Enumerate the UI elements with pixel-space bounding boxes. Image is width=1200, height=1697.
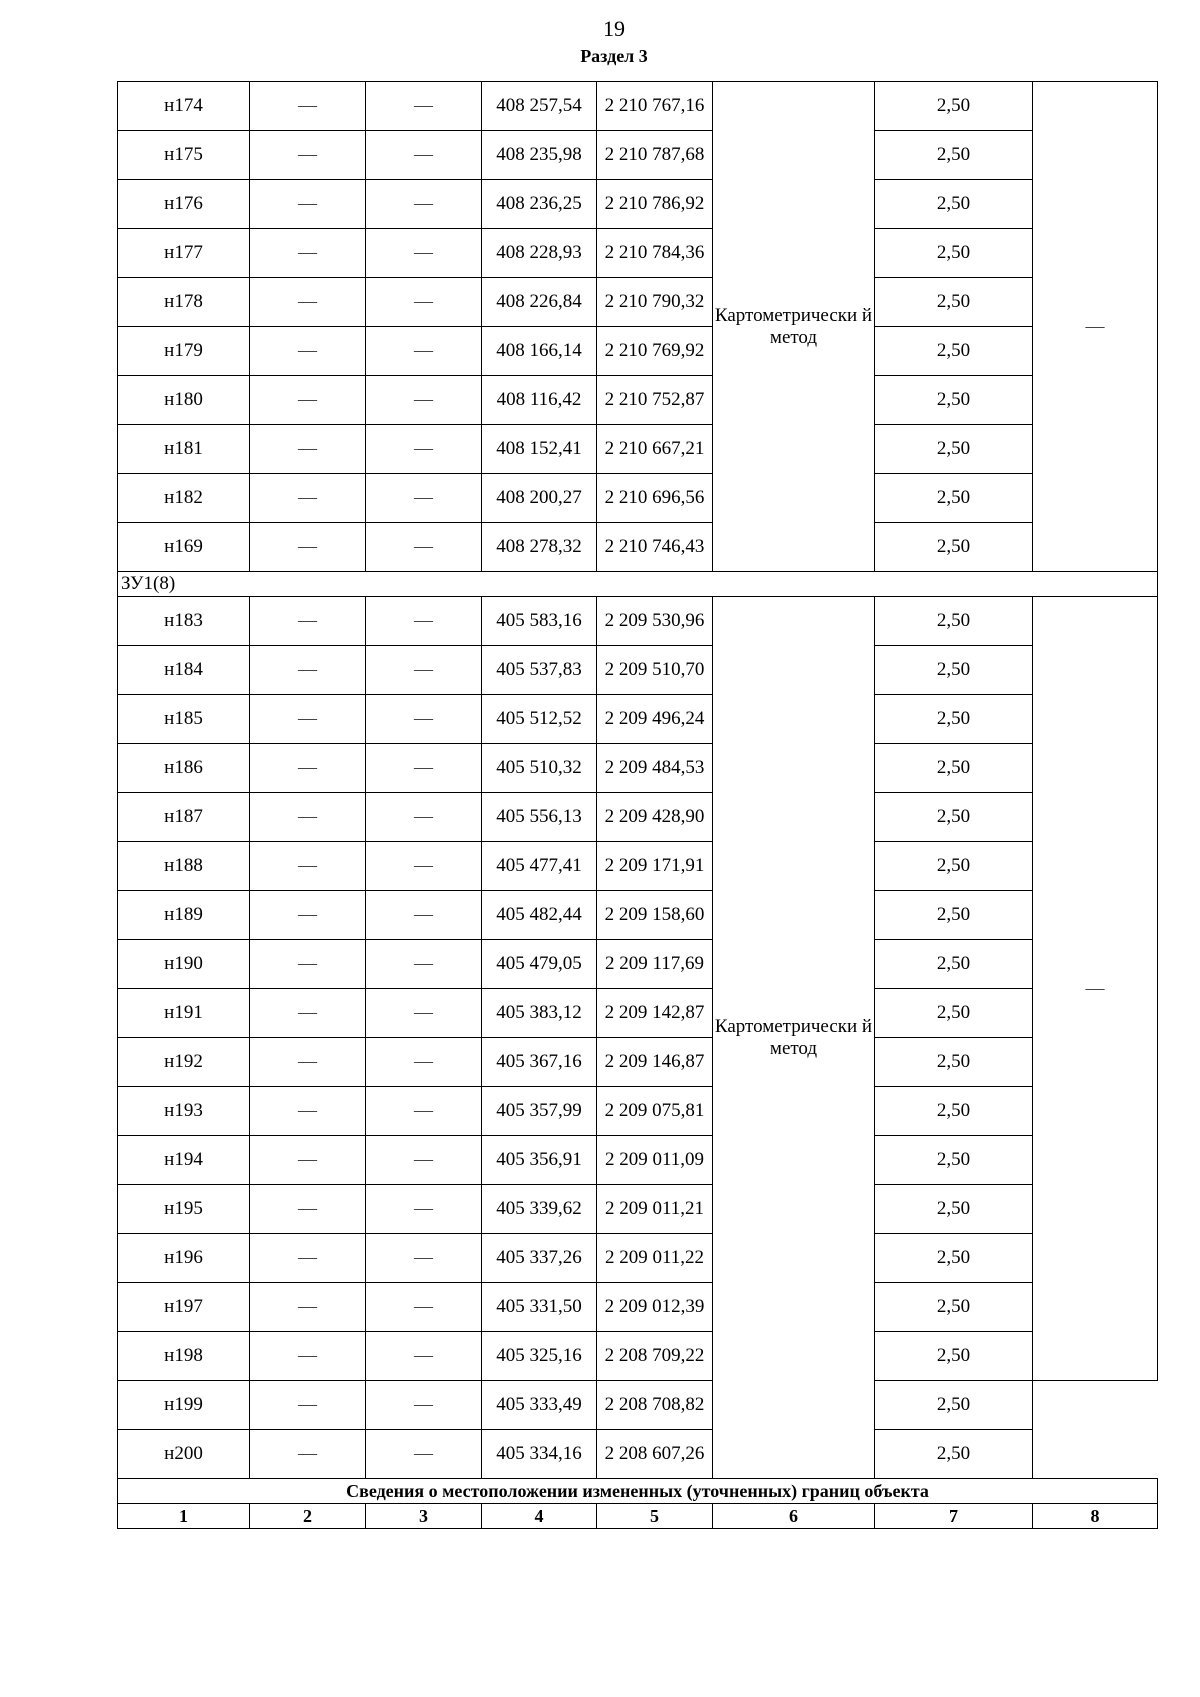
x-coordinate-cell: 405 339,62 bbox=[482, 1185, 597, 1234]
column-3-cell: — bbox=[366, 891, 482, 940]
accuracy-cell: 2,50 bbox=[875, 425, 1033, 474]
x-coordinate-cell: 405 479,05 bbox=[482, 940, 597, 989]
table-row bbox=[118, 425, 1158, 474]
column-number-cell: 1 bbox=[118, 1504, 250, 1529]
table-row bbox=[118, 229, 1158, 278]
column-number-cell: 3 bbox=[366, 1504, 482, 1529]
point-name-cell: н198 bbox=[118, 1332, 250, 1381]
column-2-cell: — bbox=[250, 1087, 366, 1136]
x-coordinate-cell: 405 583,16 bbox=[482, 597, 597, 646]
accuracy-cell: 2,50 bbox=[875, 793, 1033, 842]
column-3-cell: — bbox=[366, 793, 482, 842]
accuracy-cell: 2,50 bbox=[875, 744, 1033, 793]
accuracy-cell: 2,50 bbox=[875, 646, 1033, 695]
y-coordinate-cell: 2 209 510,70 bbox=[597, 646, 713, 695]
x-coordinate-cell: 405 477,41 bbox=[482, 842, 597, 891]
x-coordinate-cell: 408 200,27 bbox=[482, 474, 597, 523]
column-3-cell: — bbox=[366, 1234, 482, 1283]
x-coordinate-cell: 408 226,84 bbox=[482, 278, 597, 327]
y-coordinate-cell: 2 208 708,82 bbox=[597, 1381, 713, 1430]
column-2-cell: — bbox=[250, 793, 366, 842]
x-coordinate-cell: 408 166,14 bbox=[482, 327, 597, 376]
column-2-cell: — bbox=[250, 1430, 366, 1479]
column-3-cell: — bbox=[366, 1381, 482, 1430]
accuracy-cell: 2,50 bbox=[875, 940, 1033, 989]
column-2-cell: — bbox=[250, 1038, 366, 1087]
table-row bbox=[118, 793, 1158, 842]
column-2-cell: — bbox=[250, 229, 366, 278]
accuracy-cell: 2,50 bbox=[875, 1136, 1033, 1185]
x-coordinate-cell: 405 482,44 bbox=[482, 891, 597, 940]
table-row bbox=[118, 82, 1158, 131]
column-2-cell: — bbox=[250, 1185, 366, 1234]
accuracy-cell: 2,50 bbox=[875, 376, 1033, 425]
page-number: 19 bbox=[603, 16, 625, 41]
point-name-cell: н174 bbox=[118, 82, 250, 131]
empty-note-cell bbox=[1033, 1381, 1158, 1430]
accuracy-cell: 2,50 bbox=[875, 1381, 1033, 1430]
table-row bbox=[118, 376, 1158, 425]
y-coordinate-cell: 2 209 496,24 bbox=[597, 695, 713, 744]
table-row bbox=[118, 474, 1158, 523]
y-coordinate-cell: 2 210 752,87 bbox=[597, 376, 713, 425]
x-coordinate-cell: 405 537,83 bbox=[482, 646, 597, 695]
column-number-cell: 4 bbox=[482, 1504, 597, 1529]
y-coordinate-cell: 2 209 484,53 bbox=[597, 744, 713, 793]
y-coordinate-cell: 2 209 171,91 bbox=[597, 842, 713, 891]
column-3-cell: — bbox=[366, 1185, 482, 1234]
y-coordinate-cell: 2 209 011,21 bbox=[597, 1185, 713, 1234]
empty-note-cell bbox=[1033, 1430, 1158, 1479]
table-row bbox=[118, 1332, 1158, 1381]
column-2-cell: — bbox=[250, 597, 366, 646]
accuracy-cell: 2,50 bbox=[875, 1332, 1033, 1381]
caption-row bbox=[118, 1479, 1158, 1504]
column-3-cell: — bbox=[366, 180, 482, 229]
accuracy-cell: 2,50 bbox=[875, 1283, 1033, 1332]
y-coordinate-cell: 2 209 117,69 bbox=[597, 940, 713, 989]
point-name-cell: н185 bbox=[118, 695, 250, 744]
y-coordinate-cell: 2 209 146,87 bbox=[597, 1038, 713, 1087]
column-2-cell: — bbox=[250, 842, 366, 891]
accuracy-cell: 2,50 bbox=[875, 842, 1033, 891]
note-cell: — bbox=[1033, 82, 1158, 572]
accuracy-cell: 2,50 bbox=[875, 597, 1033, 646]
y-coordinate-cell: 2 210 786,92 bbox=[597, 180, 713, 229]
column-2-cell: — bbox=[250, 1283, 366, 1332]
point-name-cell: н188 bbox=[118, 842, 250, 891]
column-3-cell: — bbox=[366, 1038, 482, 1087]
table-row bbox=[118, 1087, 1158, 1136]
column-2-cell: — bbox=[250, 82, 366, 131]
column-3-cell: — bbox=[366, 131, 482, 180]
x-coordinate-cell: 408 278,32 bbox=[482, 523, 597, 572]
x-coordinate-cell: 405 383,12 bbox=[482, 989, 597, 1038]
point-name-cell: н177 bbox=[118, 229, 250, 278]
column-3-cell: — bbox=[366, 278, 482, 327]
column-3-cell: — bbox=[366, 327, 482, 376]
point-name-cell: н195 bbox=[118, 1185, 250, 1234]
accuracy-cell: 2,50 bbox=[875, 891, 1033, 940]
y-coordinate-cell: 2 209 075,81 bbox=[597, 1087, 713, 1136]
group-label-row bbox=[118, 572, 1158, 597]
table-row bbox=[118, 327, 1158, 376]
column-2-cell: — bbox=[250, 989, 366, 1038]
column-2-cell: — bbox=[250, 180, 366, 229]
column-3-cell: — bbox=[366, 1430, 482, 1479]
column-2-cell: — bbox=[250, 940, 366, 989]
y-coordinate-cell: 2 209 428,90 bbox=[597, 793, 713, 842]
column-3-cell: — bbox=[366, 425, 482, 474]
point-name-cell: н187 bbox=[118, 793, 250, 842]
point-name-cell: н183 bbox=[118, 597, 250, 646]
column-2-cell: — bbox=[250, 278, 366, 327]
point-name-cell: н199 bbox=[118, 1381, 250, 1430]
column-number-cell: 2 bbox=[250, 1504, 366, 1529]
column-2-cell: — bbox=[250, 425, 366, 474]
y-coordinate-cell: 2 210 790,32 bbox=[597, 278, 713, 327]
point-name-cell: н200 bbox=[118, 1430, 250, 1479]
point-name-cell: н184 bbox=[118, 646, 250, 695]
point-name-cell: н190 bbox=[118, 940, 250, 989]
note-cell: — bbox=[1033, 597, 1158, 1381]
column-2-cell: — bbox=[250, 891, 366, 940]
column-3-cell: — bbox=[366, 82, 482, 131]
column-2-cell: — bbox=[250, 1234, 366, 1283]
point-name-cell: н186 bbox=[118, 744, 250, 793]
accuracy-cell: 2,50 bbox=[875, 82, 1033, 131]
y-coordinate-cell: 2 210 787,68 bbox=[597, 131, 713, 180]
table-row bbox=[118, 744, 1158, 793]
x-coordinate-cell: 408 236,25 bbox=[482, 180, 597, 229]
y-coordinate-cell: 2 210 784,36 bbox=[597, 229, 713, 278]
accuracy-cell: 2,50 bbox=[875, 229, 1033, 278]
table-row bbox=[118, 646, 1158, 695]
table-row bbox=[118, 278, 1158, 327]
column-3-cell: — bbox=[366, 229, 482, 278]
column-3-cell: — bbox=[366, 1087, 482, 1136]
point-name-cell: н191 bbox=[118, 989, 250, 1038]
column-2-cell: — bbox=[250, 474, 366, 523]
x-coordinate-cell: 408 257,54 bbox=[482, 82, 597, 131]
table-row bbox=[118, 131, 1158, 180]
table-row bbox=[118, 523, 1158, 572]
table-row bbox=[118, 940, 1158, 989]
column-3-cell: — bbox=[366, 1283, 482, 1332]
table-row bbox=[118, 1283, 1158, 1332]
y-coordinate-cell: 2 208 607,26 bbox=[597, 1430, 713, 1479]
x-coordinate-cell: 408 116,42 bbox=[482, 376, 597, 425]
point-name-cell: н189 bbox=[118, 891, 250, 940]
table-row bbox=[118, 1185, 1158, 1234]
table-row bbox=[118, 891, 1158, 940]
caption-cell: Сведения о местоположении измененных (уточненных) границ объекта bbox=[118, 1479, 1158, 1504]
x-coordinate-cell: 408 235,98 bbox=[482, 131, 597, 180]
column-number-cell: 5 bbox=[597, 1504, 713, 1529]
section-title: Раздел 3 bbox=[580, 46, 648, 66]
point-name-cell: н181 bbox=[118, 425, 250, 474]
column-3-cell: — bbox=[366, 695, 482, 744]
table-row bbox=[118, 597, 1158, 646]
point-name-cell: н192 bbox=[118, 1038, 250, 1087]
y-coordinate-cell: 2 210 746,43 bbox=[597, 523, 713, 572]
point-name-cell: н182 bbox=[118, 474, 250, 523]
point-name-cell: н178 bbox=[118, 278, 250, 327]
accuracy-cell: 2,50 bbox=[875, 1087, 1033, 1136]
column-3-cell: — bbox=[366, 940, 482, 989]
column-3-cell: — bbox=[366, 744, 482, 793]
point-name-cell: н179 bbox=[118, 327, 250, 376]
x-coordinate-cell: 405 357,99 bbox=[482, 1087, 597, 1136]
accuracy-cell: 2,50 bbox=[875, 523, 1033, 572]
column-2-cell: — bbox=[250, 523, 366, 572]
accuracy-cell: 2,50 bbox=[875, 327, 1033, 376]
table-row bbox=[118, 842, 1158, 891]
column-3-cell: — bbox=[366, 597, 482, 646]
table-row bbox=[118, 1381, 1158, 1430]
method-cell: Картометрически й метод bbox=[713, 82, 875, 572]
table-row bbox=[118, 180, 1158, 229]
x-coordinate-cell: 405 367,16 bbox=[482, 1038, 597, 1087]
x-coordinate-cell: 405 333,49 bbox=[482, 1381, 597, 1430]
column-2-cell: — bbox=[250, 646, 366, 695]
table-row bbox=[118, 989, 1158, 1038]
column-number-cell: 7 bbox=[875, 1504, 1033, 1529]
column-3-cell: — bbox=[366, 989, 482, 1038]
column-number-cell: 8 bbox=[1033, 1504, 1158, 1529]
table-row bbox=[118, 1430, 1158, 1479]
column-3-cell: — bbox=[366, 1136, 482, 1185]
table-row bbox=[118, 695, 1158, 744]
accuracy-cell: 2,50 bbox=[875, 474, 1033, 523]
table-row bbox=[118, 1234, 1158, 1283]
x-coordinate-cell: 405 510,32 bbox=[482, 744, 597, 793]
column-2-cell: — bbox=[250, 131, 366, 180]
y-coordinate-cell: 2 210 696,56 bbox=[597, 474, 713, 523]
x-coordinate-cell: 405 512,52 bbox=[482, 695, 597, 744]
accuracy-cell: 2,50 bbox=[875, 131, 1033, 180]
x-coordinate-cell: 408 152,41 bbox=[482, 425, 597, 474]
accuracy-cell: 2,50 bbox=[875, 180, 1033, 229]
point-name-cell: н197 bbox=[118, 1283, 250, 1332]
accuracy-cell: 2,50 bbox=[875, 989, 1033, 1038]
y-coordinate-cell: 2 210 767,16 bbox=[597, 82, 713, 131]
column-3-cell: — bbox=[366, 376, 482, 425]
column-2-cell: — bbox=[250, 1136, 366, 1185]
x-coordinate-cell: 405 325,16 bbox=[482, 1332, 597, 1381]
x-coordinate-cell: 405 334,16 bbox=[482, 1430, 597, 1479]
column-2-cell: — bbox=[250, 327, 366, 376]
accuracy-cell: 2,50 bbox=[875, 1234, 1033, 1283]
x-coordinate-cell: 408 228,93 bbox=[482, 229, 597, 278]
point-name-cell: н194 bbox=[118, 1136, 250, 1185]
accuracy-cell: 2,50 bbox=[875, 278, 1033, 327]
accuracy-cell: 2,50 bbox=[875, 695, 1033, 744]
column-3-cell: — bbox=[366, 646, 482, 695]
point-name-cell: н193 bbox=[118, 1087, 250, 1136]
x-coordinate-cell: 405 356,91 bbox=[482, 1136, 597, 1185]
table-row bbox=[118, 1038, 1158, 1087]
column-2-cell: — bbox=[250, 1381, 366, 1430]
column-numbers-row bbox=[118, 1504, 1158, 1529]
y-coordinate-cell: 2 209 142,87 bbox=[597, 989, 713, 1038]
column-2-cell: — bbox=[250, 695, 366, 744]
point-name-cell: н180 bbox=[118, 376, 250, 425]
x-coordinate-cell: 405 337,26 bbox=[482, 1234, 597, 1283]
y-coordinate-cell: 2 209 011,09 bbox=[597, 1136, 713, 1185]
method-cell: Картометрически й метод bbox=[713, 597, 875, 1479]
x-coordinate-cell: 405 331,50 bbox=[482, 1283, 597, 1332]
group-label-cell: ЗУ1(8) bbox=[118, 572, 1158, 597]
point-name-cell: н175 bbox=[118, 131, 250, 180]
y-coordinate-cell: 2 210 769,92 bbox=[597, 327, 713, 376]
x-coordinate-cell: 405 556,13 bbox=[482, 793, 597, 842]
accuracy-cell: 2,50 bbox=[875, 1038, 1033, 1087]
column-number-cell: 6 bbox=[713, 1504, 875, 1529]
table-row bbox=[118, 1136, 1158, 1185]
accuracy-cell: 2,50 bbox=[875, 1430, 1033, 1479]
column-3-cell: — bbox=[366, 474, 482, 523]
coordinates-table bbox=[117, 81, 1158, 1529]
point-name-cell: н196 bbox=[118, 1234, 250, 1283]
y-coordinate-cell: 2 209 011,22 bbox=[597, 1234, 713, 1283]
column-2-cell: — bbox=[250, 744, 366, 793]
y-coordinate-cell: 2 209 530,96 bbox=[597, 597, 713, 646]
column-3-cell: — bbox=[366, 842, 482, 891]
column-3-cell: — bbox=[366, 1332, 482, 1381]
y-coordinate-cell: 2 209 158,60 bbox=[597, 891, 713, 940]
point-name-cell: н176 bbox=[118, 180, 250, 229]
y-coordinate-cell: 2 210 667,21 bbox=[597, 425, 713, 474]
column-2-cell: — bbox=[250, 1332, 366, 1381]
column-3-cell: — bbox=[366, 523, 482, 572]
y-coordinate-cell: 2 208 709,22 bbox=[597, 1332, 713, 1381]
point-name-cell: н169 bbox=[118, 523, 250, 572]
accuracy-cell: 2,50 bbox=[875, 1185, 1033, 1234]
y-coordinate-cell: 2 209 012,39 bbox=[597, 1283, 713, 1332]
column-2-cell: — bbox=[250, 376, 366, 425]
